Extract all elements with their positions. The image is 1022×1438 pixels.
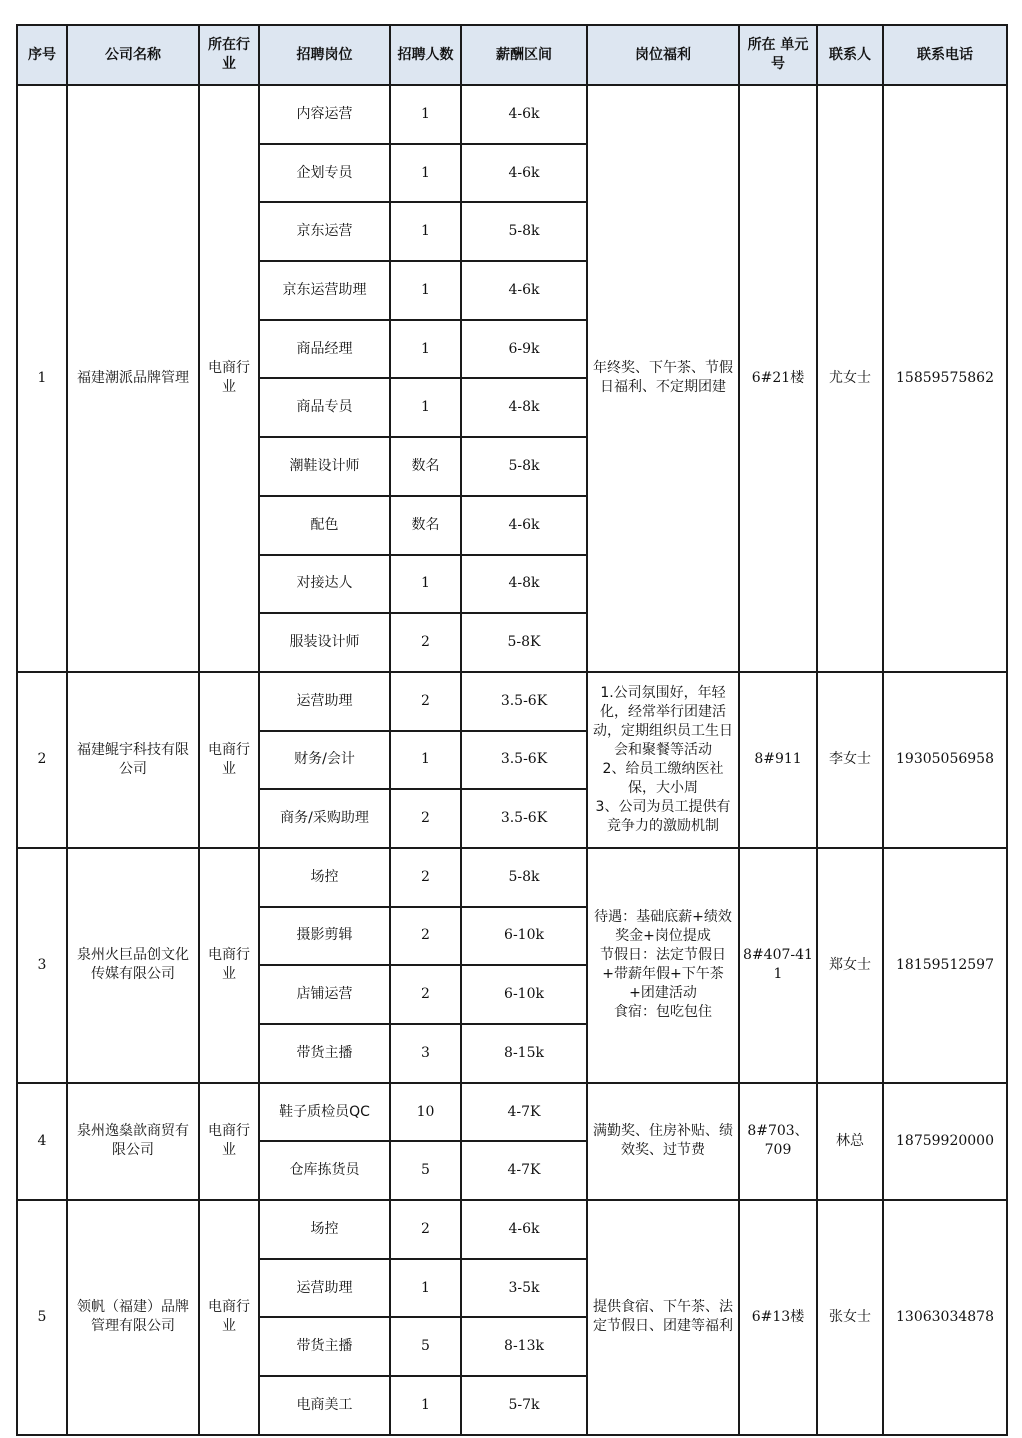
company-group xyxy=(17,85,1007,672)
position-count: 1 xyxy=(390,202,461,261)
company-phone: 18159512597 xyxy=(883,848,1007,1083)
welfare-line: 满勤奖、住房补贴、绩效奖、过节费 xyxy=(593,1123,733,1159)
header-contact: 联系人 xyxy=(817,25,883,85)
position-salary: 4-6k xyxy=(461,85,587,144)
position-count: 2 xyxy=(390,1200,461,1259)
company-contact: 张女士 xyxy=(817,1200,883,1435)
recruitment-table xyxy=(16,24,1008,1436)
company-industry: 电商行业 xyxy=(199,1200,259,1435)
position-count: 5 xyxy=(390,1317,461,1376)
company-no: 3 xyxy=(17,848,67,1083)
position-salary: 3.5-6K xyxy=(461,789,587,848)
position-count: 1 xyxy=(390,1376,461,1435)
welfare-line: 2、给员工缴纳医社保，大小周 xyxy=(602,760,724,796)
position-title: 企划专员 xyxy=(259,144,390,203)
position-title: 店铺运营 xyxy=(259,965,390,1024)
company-phone: 19305056958 xyxy=(883,672,1007,848)
position-salary: 4-8k xyxy=(461,378,587,437)
position-count: 3 xyxy=(390,1024,461,1083)
position-count: 1 xyxy=(390,731,461,790)
position-count: 2 xyxy=(390,848,461,907)
position-salary: 3.5-6K xyxy=(461,672,587,731)
position-title: 京东运营 xyxy=(259,202,390,261)
position-count: 1 xyxy=(390,378,461,437)
table-row xyxy=(17,85,1007,144)
position-title: 运营助理 xyxy=(259,672,390,731)
position-count: 1 xyxy=(390,320,461,379)
position-salary: 6-9k xyxy=(461,320,587,379)
company-contact: 林总 xyxy=(817,1083,883,1200)
position-salary: 4-6k xyxy=(461,261,587,320)
position-count: 1 xyxy=(390,261,461,320)
position-title: 内容运营 xyxy=(259,85,390,144)
company-unit: 8#911 xyxy=(739,672,817,848)
position-salary: 4-7K xyxy=(461,1083,587,1142)
company-name: 泉州火巨品创文化传媒有限公司 xyxy=(67,848,199,1083)
company-industry: 电商行业 xyxy=(199,672,259,848)
position-salary: 8-15k xyxy=(461,1024,587,1083)
company-industry: 电商行业 xyxy=(199,85,259,672)
position-title: 对接达人 xyxy=(259,555,390,614)
position-title: 带货主播 xyxy=(259,1024,390,1083)
company-contact: 尤女士 xyxy=(817,85,883,672)
position-title: 服装设计师 xyxy=(259,613,390,672)
welfare-line: 待遇：基础底薪+绩效奖金+岗位提成 xyxy=(594,909,732,945)
company-industry: 电商行业 xyxy=(199,1083,259,1200)
header-phone: 联系电话 xyxy=(883,25,1007,85)
position-title: 财务/会计 xyxy=(259,731,390,790)
header-row xyxy=(17,25,1007,85)
header-position: 招聘岗位 xyxy=(259,25,390,85)
header-industry: 所在行业 xyxy=(199,25,259,85)
header-welfare: 岗位福利 xyxy=(587,25,739,85)
welfare-line: 1.公司氛围好，年轻化，经常举行团建活动，定期组织员工生日会和聚餐等活动 xyxy=(593,684,733,758)
company-unit: 8#703、709 xyxy=(739,1083,817,1200)
company-group xyxy=(17,1083,1007,1200)
company-welfare xyxy=(587,1083,739,1200)
position-salary: 5-8k xyxy=(461,202,587,261)
position-title: 商务/采购助理 xyxy=(259,789,390,848)
company-welfare xyxy=(587,672,739,848)
position-title: 运营助理 xyxy=(259,1259,390,1318)
welfare-line: 食宿：包吃包住 xyxy=(614,1004,712,1021)
position-count: 10 xyxy=(390,1083,461,1142)
welfare-line: 提供食宿、下午茶、法定节假日、团建等福利 xyxy=(593,1299,733,1335)
position-salary: 5-8k xyxy=(461,437,587,496)
position-count: 1 xyxy=(390,85,461,144)
company-group xyxy=(17,848,1007,1083)
position-salary: 5-7k xyxy=(461,1376,587,1435)
table-row xyxy=(17,848,1007,907)
position-title: 仓库拣货员 xyxy=(259,1141,390,1200)
position-salary: 6-10k xyxy=(461,907,587,966)
company-no: 4 xyxy=(17,1083,67,1200)
position-title: 鞋子质检员QC xyxy=(259,1083,390,1142)
company-name: 福建鲲宇科技有限公司 xyxy=(67,672,199,848)
position-title: 配色 xyxy=(259,496,390,555)
company-unit: 8#407-411 xyxy=(739,848,817,1083)
position-salary: 4-8k xyxy=(461,555,587,614)
company-contact: 郑女士 xyxy=(817,848,883,1083)
position-count: 数名 xyxy=(390,496,461,555)
position-count: 2 xyxy=(390,613,461,672)
welfare-line: 节假日：法定节假日+带薪年假+下午茶+团建活动 xyxy=(600,947,726,1002)
position-salary: 3.5-6K xyxy=(461,731,587,790)
position-salary: 6-10k xyxy=(461,965,587,1024)
position-title: 电商美工 xyxy=(259,1376,390,1435)
company-name: 领帆（福建）品牌管理有限公司 xyxy=(67,1200,199,1435)
header-count: 招聘人数 xyxy=(390,25,461,85)
header-salary: 薪酬区间 xyxy=(461,25,587,85)
position-count: 5 xyxy=(390,1141,461,1200)
company-phone: 13063034878 xyxy=(883,1200,1007,1435)
position-count: 2 xyxy=(390,672,461,731)
position-title: 场控 xyxy=(259,848,390,907)
company-unit: 6#13楼 xyxy=(739,1200,817,1435)
company-unit: 6#21楼 xyxy=(739,85,817,672)
company-contact: 李女士 xyxy=(817,672,883,848)
company-welfare xyxy=(587,85,739,672)
position-title: 潮鞋设计师 xyxy=(259,437,390,496)
position-salary: 5-8k xyxy=(461,848,587,907)
table-row xyxy=(17,1200,1007,1259)
company-phone: 15859575862 xyxy=(883,85,1007,672)
company-no: 1 xyxy=(17,85,67,672)
company-industry: 电商行业 xyxy=(199,848,259,1083)
position-count: 1 xyxy=(390,144,461,203)
position-count: 数名 xyxy=(390,437,461,496)
company-no: 2 xyxy=(17,672,67,848)
company-no: 5 xyxy=(17,1200,67,1435)
welfare-line: 年终奖、下午茶、节假日福利、不定期团建 xyxy=(593,360,733,396)
position-count: 2 xyxy=(390,789,461,848)
position-salary: 8-13k xyxy=(461,1317,587,1376)
position-title: 商品经理 xyxy=(259,320,390,379)
company-name: 泉州逸燊歆商贸有限公司 xyxy=(67,1083,199,1200)
company-name: 福建潮派品牌管理 xyxy=(67,85,199,672)
position-salary: 4-7K xyxy=(461,1141,587,1200)
position-count: 2 xyxy=(390,907,461,966)
company-group xyxy=(17,1200,1007,1435)
position-count: 2 xyxy=(390,965,461,1024)
position-salary: 4-6k xyxy=(461,144,587,203)
position-title: 京东运营助理 xyxy=(259,261,390,320)
company-welfare xyxy=(587,848,739,1083)
position-title: 摄影剪辑 xyxy=(259,907,390,966)
company-phone: 18759920000 xyxy=(883,1083,1007,1200)
header-no: 序号 xyxy=(17,25,67,85)
company-group xyxy=(17,672,1007,848)
position-salary: 5-8K xyxy=(461,613,587,672)
table-row xyxy=(17,1083,1007,1142)
position-count: 1 xyxy=(390,555,461,614)
position-salary: 4-6k xyxy=(461,1200,587,1259)
header-unit: 所在 单元号 xyxy=(739,25,817,85)
position-count: 1 xyxy=(390,1259,461,1318)
position-salary: 3-5k xyxy=(461,1259,587,1318)
welfare-line: 3、公司为员工提供有竞争力的激励机制 xyxy=(595,798,731,834)
position-title: 带货主播 xyxy=(259,1317,390,1376)
header-company: 公司名称 xyxy=(67,25,199,85)
company-welfare xyxy=(587,1200,739,1435)
position-salary: 4-6k xyxy=(461,496,587,555)
table-row xyxy=(17,672,1007,731)
position-title: 场控 xyxy=(259,1200,390,1259)
position-title: 商品专员 xyxy=(259,378,390,437)
